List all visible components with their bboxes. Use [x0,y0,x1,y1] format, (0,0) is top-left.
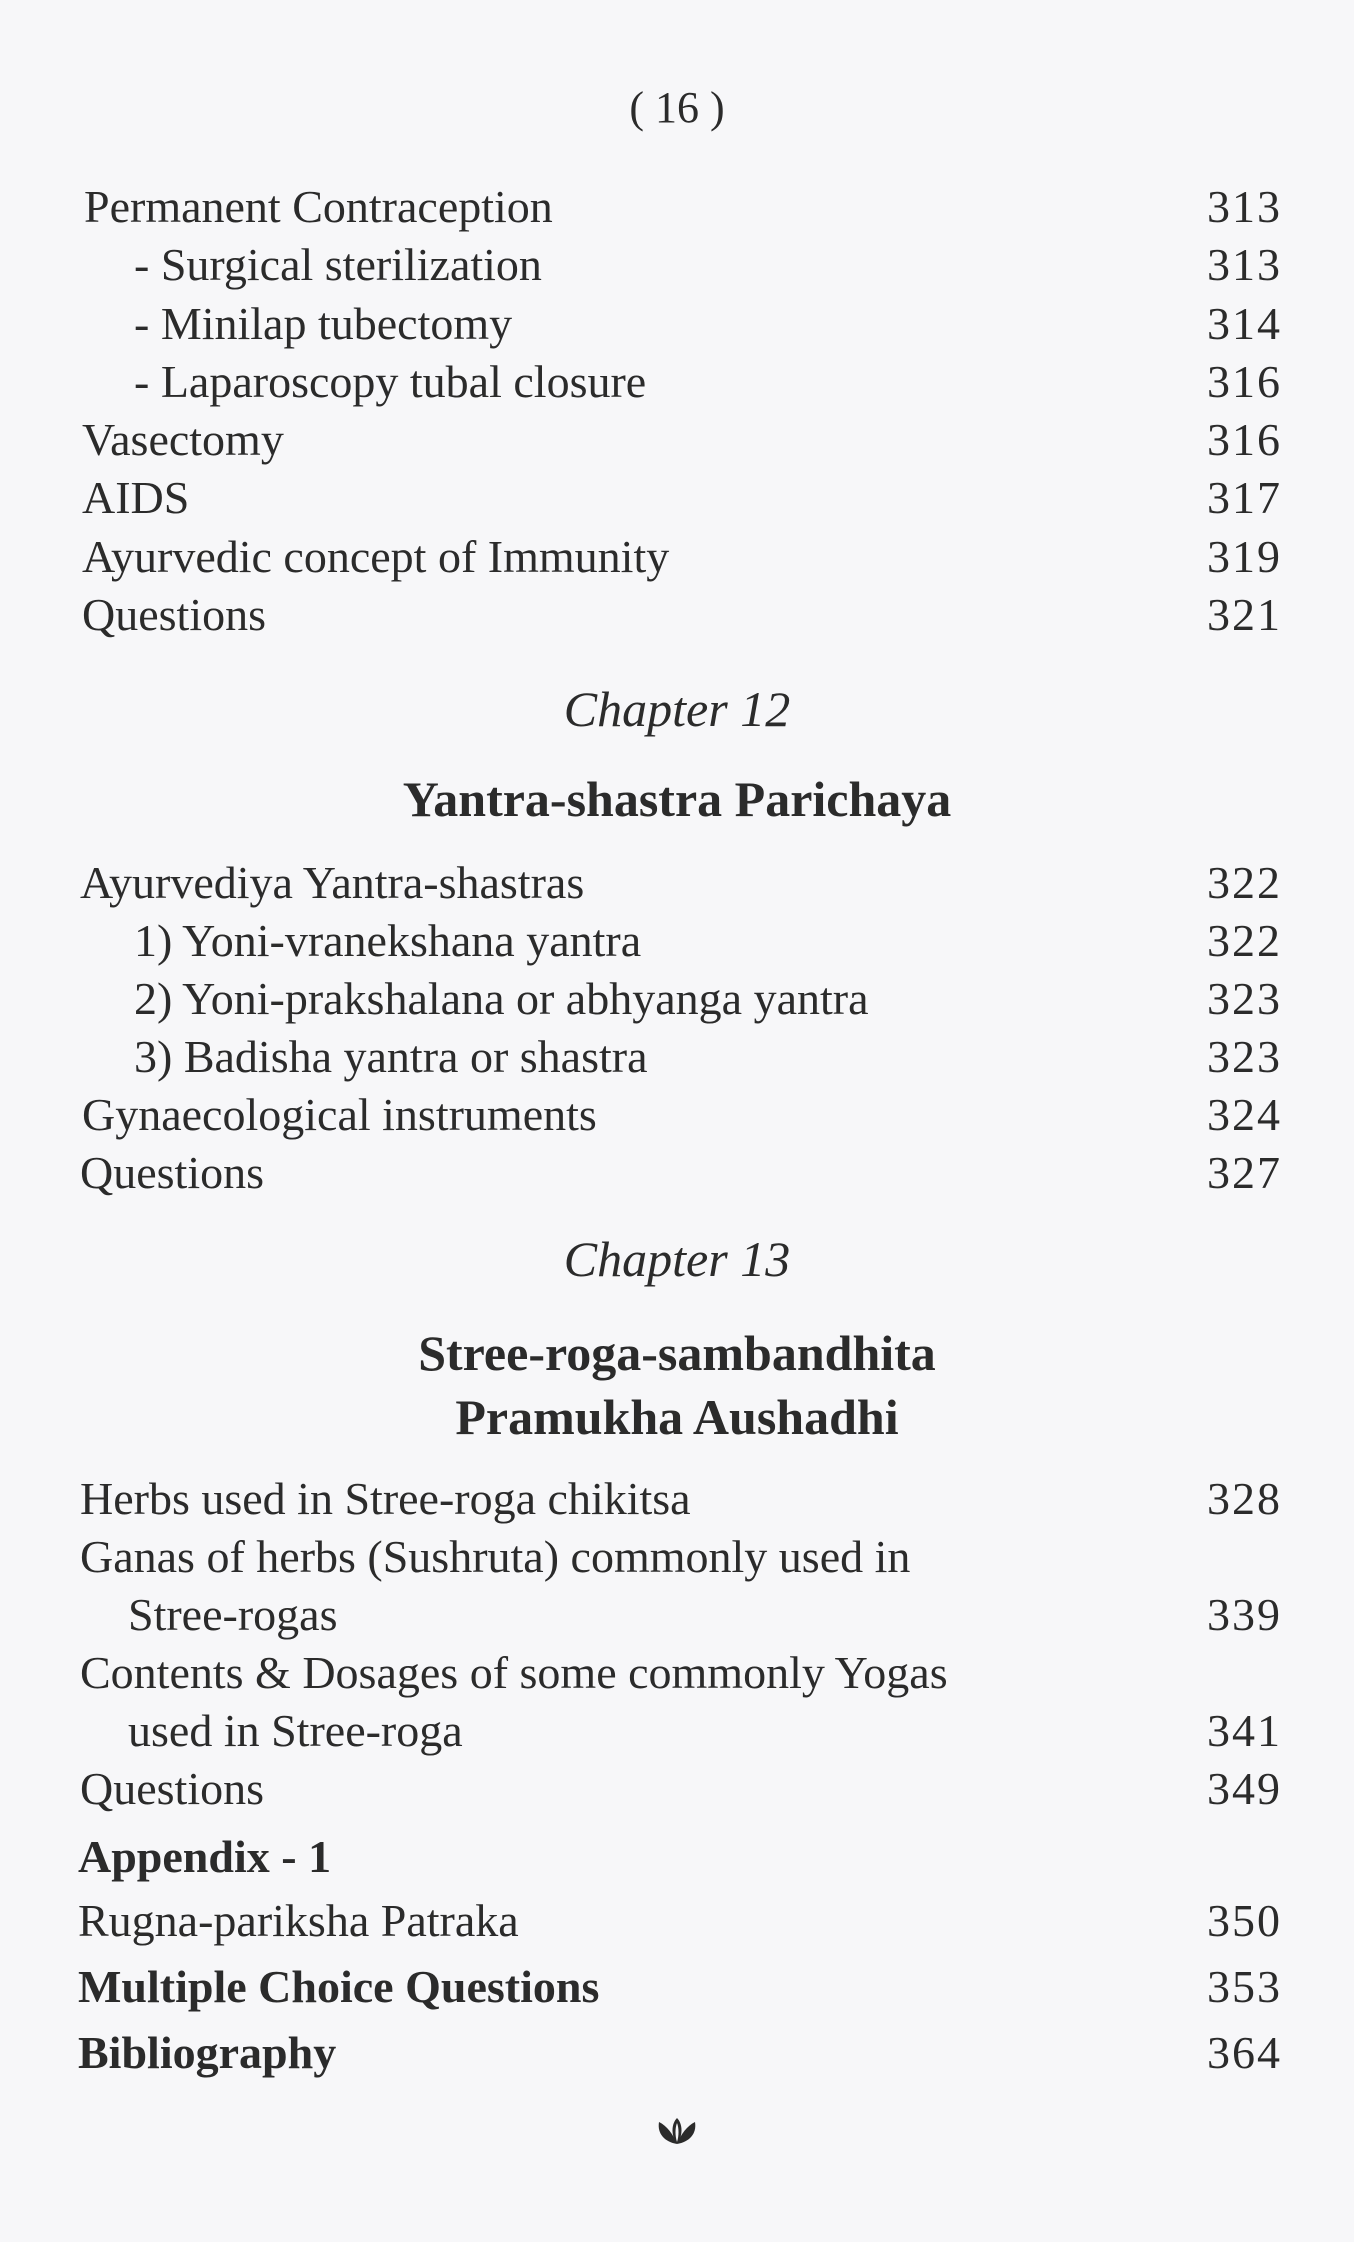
toc-entry-title: Rugna-pariksha Patraka [78,1895,519,1946]
toc-entry [0,178,1354,236]
chapter-label: Chapter 13 [563,1231,791,1287]
toc-entry-page: 314 [1207,298,1282,349]
toc-entry-title: 3) Badisha yantra or shastra [134,1031,648,1082]
toc-entry-page: 349 [1207,1763,1282,1814]
toc-entry-title: Stree-rogas [128,1589,338,1640]
toc-entry [0,528,1354,586]
toc-entry [0,469,1354,527]
chapter-title-line2: Pramukha Aushadhi [455,1389,899,1445]
toc-entry-title: Multiple Choice Questions [78,1961,600,2012]
toc-entry [0,1892,1354,1950]
chapter-label: Chapter 12 [563,681,791,737]
toc-entry-page: 317 [1207,472,1282,523]
toc-entry [0,586,1354,644]
appendix-heading: Appendix - 1 [78,1831,332,1882]
toc-entry-page: 313 [1207,181,1282,232]
toc-entry [0,1760,1354,1818]
toc-entry-title: 1) Yoni-vranekshana yantra [134,915,642,966]
toc-entry-page: 323 [1207,973,1282,1024]
toc-entry [0,1528,1354,1586]
toc-entry-page: 321 [1207,589,1282,640]
toc-entry-title: Vasectomy [82,414,284,465]
toc-entry-title: Permanent Contraception [84,181,553,232]
toc-entry [0,2024,1354,2082]
toc-entry-page: 353 [1207,1961,1282,2012]
toc-entry-page: 350 [1207,1895,1282,1946]
toc-entry [0,1028,1354,1086]
toc-entry-page: 328 [1207,1473,1282,1524]
toc-entry-title: - Minilap tubectomy [134,298,513,349]
toc-entry [0,1702,1354,1760]
toc-entry-page: 324 [1207,1089,1282,1140]
toc-entry [0,1086,1354,1144]
toc-entry-title: Questions [80,1763,264,1814]
toc-entry-title: - Surgical sterilization [134,239,542,290]
toc-entry [0,236,1354,294]
toc-entry [0,1586,1354,1644]
appendix-heading-row [0,1828,1354,1886]
chapter-title-line1: Stree-roga-sambandhita [418,1325,936,1381]
toc-entry-title: Ayurvediya Yantra-shastras [80,857,585,908]
toc-entry-title: Questions [80,1147,264,1198]
toc-entry-page: 339 [1207,1589,1282,1640]
toc-entry [0,1644,1354,1702]
toc-entry-page: 327 [1207,1147,1282,1198]
toc-entry-title: Questions [82,589,266,640]
toc-entry-title: Ganas of herbs (Sushruta) commonly used in [80,1531,911,1582]
chapter-title: Yantra-shastra Parichaya [402,771,952,827]
toc-entry-page: 319 [1207,531,1282,582]
toc-entry [0,912,1354,970]
toc-entry-title: Gynaecological instruments [82,1089,597,1140]
toc-entry-page: 364 [1207,2027,1282,2078]
toc-entry-page: 316 [1207,414,1282,465]
toc-entry-title: used in Stree-roga [128,1705,463,1756]
toc-entry-title: - Laparoscopy tubal closure [134,356,647,407]
toc-entry-title: Herbs used in Stree-roga chikitsa [80,1473,691,1524]
toc-entry-title: AIDS [82,472,190,523]
toc-entry [0,854,1354,912]
toc-entry [0,411,1354,469]
toc-entry-page: 322 [1207,857,1282,908]
toc-entry-page: 341 [1207,1705,1282,1756]
toc-entry [0,295,1354,353]
page-number: ( 16 ) [629,83,725,132]
toc-entry-page: 316 [1207,356,1282,407]
toc-entry-title: Bibliography [78,2027,337,2078]
toc-entry-page: 313 [1207,239,1282,290]
toc-entry [0,1470,1354,1528]
toc-entry [0,970,1354,1028]
toc-entry [0,1144,1354,1202]
toc-entry-title: Contents & Dosages of some commonly Yogas [80,1647,948,1698]
toc-entry-title: Ayurvedic concept of Immunity [82,531,670,582]
toc-entry-page: 323 [1207,1031,1282,1082]
toc-entry [0,1958,1354,2016]
toc-entry-page: 322 [1207,915,1282,966]
toc-entry-title: 2) Yoni-prakshalana or abhyanga yantra [134,973,869,1024]
lotus-ornament-icon [651,2116,703,2146]
toc-entry [0,353,1354,411]
